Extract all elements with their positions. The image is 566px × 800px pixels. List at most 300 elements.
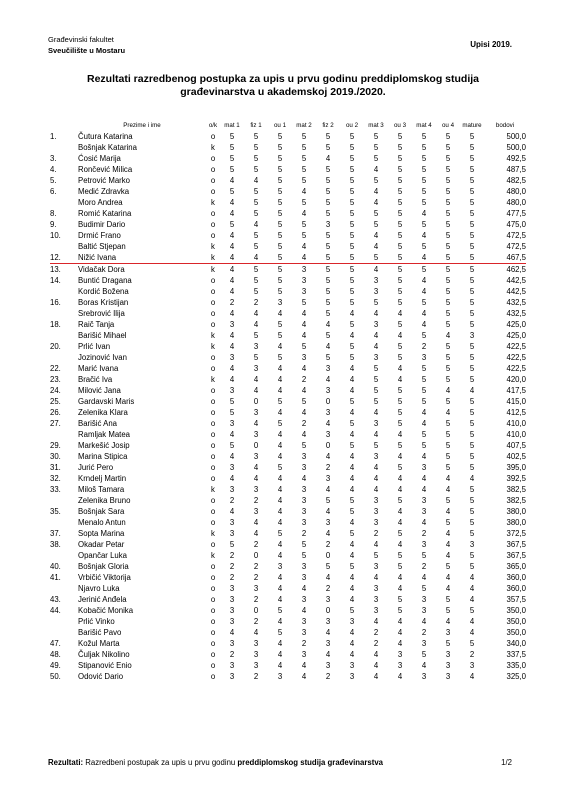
grade-cell: 5 (397, 419, 403, 428)
grade-cell: 4 (445, 573, 451, 582)
column-header: ou 2 (345, 122, 359, 129)
grade-cell: 3 (277, 298, 283, 307)
name-cell: Barišić Ana (78, 419, 118, 428)
grade-cell: 4 (421, 309, 427, 318)
grade-cell: 5 (349, 441, 355, 450)
grade-cell: 4 (325, 485, 331, 494)
name-cell: Miloš Tamara (78, 485, 125, 494)
name-cell: Marić Ivana (78, 364, 119, 373)
name-cell: Buntić Dragana (78, 276, 132, 285)
grade-cell: 5 (229, 143, 235, 152)
grade-cell: 4 (445, 386, 451, 395)
grade-cell: o (210, 672, 216, 681)
grade-cell: 4 (301, 320, 307, 329)
grade-cell: 3 (229, 584, 235, 593)
grade-cell: 3 (373, 507, 379, 516)
grade-cell: 3 (445, 672, 451, 681)
column-header: ou 4 (441, 122, 455, 129)
grade-cell: 5 (253, 165, 259, 174)
grade-cell: 4 (229, 331, 235, 340)
grade-cell: o (210, 518, 216, 527)
name-cell: Vidačak Dora (78, 265, 125, 274)
grade-cell: 4 (445, 485, 451, 494)
grade-cell: 5 (349, 187, 355, 196)
grade-cell: 4 (445, 474, 451, 483)
name-cell: Kordić Božena (78, 287, 129, 296)
rank-cell: 18. (50, 320, 61, 329)
grade-cell: 3 (373, 320, 379, 329)
grade-cell: 4 (277, 496, 283, 505)
grade-cell: 4 (277, 518, 283, 527)
grade-cell: 3 (373, 496, 379, 505)
grade-cell: 4 (349, 386, 355, 395)
grade-cell: 4 (397, 540, 403, 549)
grade-cell: 4 (325, 452, 331, 461)
grade-cell: 5 (397, 165, 403, 174)
grade-cell: 5 (229, 132, 235, 141)
grade-cell: 3 (421, 463, 427, 472)
grade-cell: 5 (325, 265, 331, 274)
grade-cell: 3 (301, 452, 307, 461)
footer-bold-text: preddiplomskog studija građevinarstva (237, 758, 384, 767)
grade-cell: 4 (229, 309, 235, 318)
name-cell: Bošnjak Katarina (78, 143, 137, 152)
grade-cell: 5 (445, 639, 451, 648)
grade-cell: 4 (229, 265, 235, 274)
grade-cell: 4 (421, 320, 427, 329)
grade-cell: 3 (229, 485, 235, 494)
grade-cell: 2 (253, 672, 259, 681)
grade-cell: 2 (229, 562, 235, 571)
grade-cell: o (210, 507, 216, 516)
grade-cell: 3 (229, 672, 235, 681)
rank-cell: 32. (50, 474, 61, 483)
grade-cell: 2 (229, 496, 235, 505)
grade-cell: 0 (253, 606, 259, 615)
table-row (50, 286, 526, 297)
grade-cell: o (210, 353, 216, 362)
grade-cell: 3 (301, 276, 307, 285)
grade-cell: 4 (229, 231, 235, 240)
grade-cell: 5 (277, 331, 283, 340)
grade-cell: 4 (301, 386, 307, 395)
table-row (50, 363, 526, 374)
grade-cell: 5 (421, 242, 427, 251)
grade-cell: 5 (397, 287, 403, 296)
grade-cell: 5 (229, 154, 235, 163)
table-row (50, 616, 526, 627)
grade-cell: 5 (397, 606, 403, 615)
rank-cell (50, 627, 78, 638)
grade-cell: 5 (373, 154, 379, 163)
grade-cell: 5 (469, 507, 475, 516)
grade-cell: k (206, 252, 220, 264)
grade-cell: 4 (349, 628, 355, 637)
grade-cell: 4 (397, 507, 403, 516)
grade-cell: 5 (301, 220, 307, 229)
grade-cell: 5 (397, 320, 403, 329)
grade-cell: 4 (301, 606, 307, 615)
column-header: mat 2 (296, 122, 312, 129)
grade-cell: 3 (469, 661, 475, 670)
grade-cell: 4 (301, 584, 307, 593)
rank-cell: 50. (50, 672, 61, 681)
grade-cell: o (210, 165, 216, 174)
grade-cell: 3 (253, 584, 259, 593)
points-cell: 335,0 (506, 661, 526, 670)
grade-cell: 5 (469, 375, 475, 384)
rank-cell: 8. (50, 209, 57, 218)
grade-cell: 5 (421, 584, 427, 593)
grade-cell: 3 (373, 419, 379, 428)
points-cell: 487,5 (506, 165, 526, 174)
points-cell: 382,5 (506, 496, 526, 505)
title-line-1: Rezultati razredbenog postupka za upis u prvu godinu preddiplomskog studija (86, 73, 480, 85)
grade-cell: 5 (469, 231, 475, 240)
grade-cell: 5 (469, 132, 475, 141)
grade-cell: 3 (301, 617, 307, 626)
grade-cell: 2 (253, 540, 259, 549)
name-cell: Drmić Frano (78, 231, 121, 240)
name-cell: Jurić Pero (78, 463, 114, 472)
table-row (50, 638, 526, 649)
grade-cell: 3 (301, 562, 307, 571)
grade-cell: 3 (229, 320, 235, 329)
grade-cell: 3 (229, 617, 235, 626)
rank-cell: 13. (50, 265, 61, 274)
grade-cell: 4 (277, 661, 283, 670)
grade-cell: 5 (469, 518, 475, 527)
grade-cell: o (210, 661, 216, 670)
grade-cell: o (210, 364, 216, 373)
grade-cell: 4 (421, 452, 427, 461)
grade-cell: 5 (325, 353, 331, 362)
grade-cell: 4 (397, 573, 403, 582)
grade-cell: 3 (421, 353, 427, 362)
grade-cell: 3 (325, 639, 331, 648)
grade-cell: 4 (373, 231, 379, 240)
grade-cell: 3 (325, 408, 331, 417)
grade-cell: 5 (397, 353, 403, 362)
points-cell: 350,0 (506, 628, 526, 637)
grade-cell: 5 (421, 397, 427, 406)
grade-cell: 5 (388, 252, 412, 264)
grade-cell: 5 (253, 143, 259, 152)
grade-cell: 5 (469, 265, 475, 274)
grade-cell: 4 (253, 518, 259, 527)
grade-cell: 0 (325, 441, 331, 450)
grade-cell: 3 (253, 639, 259, 648)
grade-cell: 4 (277, 309, 283, 318)
grade-cell: 4 (229, 198, 235, 207)
grade-cell: 3 (325, 595, 331, 604)
rank-cell (50, 352, 78, 363)
grade-cell: 5 (445, 375, 451, 384)
grade-cell: 5 (373, 220, 379, 229)
footer-text (48, 758, 383, 767)
grade-cell: 5 (229, 408, 235, 417)
grade-cell: 2 (253, 496, 259, 505)
name-cell: Rončević Milica (78, 165, 133, 174)
grade-cell: 4 (373, 187, 379, 196)
grade-cell: 5 (325, 298, 331, 307)
name-cell: Krndelj Martin (78, 474, 127, 483)
rank-cell: 38. (50, 540, 61, 549)
rank-cell: 3. (50, 154, 57, 163)
grade-cell: 5 (277, 176, 283, 185)
table-row (50, 252, 526, 264)
grade-cell: 5 (373, 209, 379, 218)
points-cell: 412,5 (506, 408, 526, 417)
grade-cell: 5 (397, 209, 403, 218)
points-cell: 380,0 (506, 518, 526, 527)
grade-cell: 5 (301, 397, 307, 406)
grade-cell: 2 (301, 529, 307, 538)
grade-cell: 5 (445, 209, 451, 218)
grade-cell: 4 (445, 529, 451, 538)
grade-cell: 3 (277, 672, 283, 681)
grade-cell: 3 (253, 507, 259, 516)
name-cell: Raič Tanja (78, 320, 115, 329)
rank-cell: 40. (50, 562, 61, 571)
grade-cell: 5 (421, 176, 427, 185)
name-cell: Bračić Iva (78, 375, 113, 384)
table-row (50, 660, 526, 671)
grade-cell: 0 (325, 606, 331, 615)
grade-cell: 3 (301, 463, 307, 472)
name-cell: Menalo Antun (78, 518, 126, 527)
grade-cell: 5 (397, 342, 403, 351)
grade-cell: 4 (229, 507, 235, 516)
grade-cell: 5 (397, 154, 403, 163)
grade-cell: 4 (397, 452, 403, 461)
points-cell: 462,5 (506, 265, 526, 274)
grade-cell: 4 (277, 639, 283, 648)
grade-cell: 5 (373, 364, 379, 373)
grade-cell: 4 (397, 617, 403, 626)
grade-cell: 5 (469, 408, 475, 417)
grade-cell: 4 (412, 252, 436, 264)
grade-cell: 5 (253, 287, 259, 296)
enrollment-year-label: Upisi 2019. (470, 40, 512, 49)
grade-cell: 4 (445, 331, 451, 340)
grade-cell: 4 (421, 573, 427, 582)
grade-cell: 5 (253, 265, 259, 274)
grade-cell: 5 (349, 353, 355, 362)
table-row (50, 605, 526, 616)
rank-cell: 35. (50, 507, 61, 516)
grade-cell: 4 (373, 408, 379, 417)
grade-cell: 4 (421, 209, 427, 218)
grade-cell: 5 (349, 287, 355, 296)
grade-cell: 5 (469, 176, 475, 185)
grade-cell: 5 (373, 386, 379, 395)
grade-cell: 5 (445, 187, 451, 196)
name-cell: Okadar Petar (78, 540, 125, 549)
table-row (50, 131, 526, 142)
grade-cell: 5 (349, 176, 355, 185)
points-cell: 420,0 (506, 375, 526, 384)
grade-cell: 5 (445, 154, 451, 163)
grade-cell: 5 (445, 231, 451, 240)
column-header: ou 1 (273, 122, 287, 129)
name-cell: Zelenika Klara (78, 408, 128, 417)
column-header: mat 1 (224, 122, 240, 129)
grade-cell: 4 (229, 176, 235, 185)
column-header: mature (462, 122, 482, 129)
grade-cell: 5 (397, 397, 403, 406)
grade-cell: 5 (421, 441, 427, 450)
grade-cell: 5 (325, 198, 331, 207)
grade-cell: 3 (301, 353, 307, 362)
grade-cell: 5 (277, 242, 283, 251)
grade-cell: 4 (373, 485, 379, 494)
grade-cell: 3 (229, 518, 235, 527)
grade-cell: o (210, 231, 216, 240)
grade-cell: o (210, 298, 216, 307)
grade-cell: 5 (445, 452, 451, 461)
grade-cell: 5 (349, 198, 355, 207)
grade-cell: 5 (253, 187, 259, 196)
grade-cell: 3 (253, 342, 259, 351)
grade-cell: 3 (301, 650, 307, 659)
grade-cell: 0 (325, 551, 331, 560)
grade-cell: 5 (445, 606, 451, 615)
grade-cell: 4 (421, 231, 427, 240)
grade-cell: 3 (229, 419, 235, 428)
grade-cell: 4 (349, 463, 355, 472)
points-cell: 477,5 (506, 209, 526, 218)
grade-cell: 5 (445, 364, 451, 373)
grade-cell: 4 (397, 474, 403, 483)
grade-cell: 2 (373, 639, 379, 648)
grade-cell: 2 (253, 595, 259, 604)
results-table (50, 120, 526, 682)
grade-cell: 4 (373, 573, 379, 582)
grade-cell: 5 (421, 650, 427, 659)
points-cell: 360,0 (506, 573, 526, 582)
column-header: o/k (208, 122, 218, 129)
grade-cell: o (210, 573, 216, 582)
grade-cell: 4 (301, 187, 307, 196)
grade-cell: 4 (277, 584, 283, 593)
grade-cell: 5 (349, 242, 355, 251)
grade-cell: 3 (301, 287, 307, 296)
grade-cell: 5 (301, 441, 307, 450)
grade-cell: o (210, 209, 216, 218)
grade-cell: o (210, 595, 216, 604)
grade-cell: 4 (373, 265, 379, 274)
rank-cell: 48. (50, 650, 61, 659)
grade-cell: 4 (277, 507, 283, 516)
grade-cell: 4 (349, 573, 355, 582)
points-cell: 482,5 (506, 176, 526, 185)
grade-cell: 5 (421, 265, 427, 274)
grade-cell: k (211, 342, 215, 351)
grade-cell: 5 (445, 287, 451, 296)
grade-cell: 3 (325, 386, 331, 395)
points-cell: 467,5 (484, 252, 526, 264)
grade-cell: 5 (277, 276, 283, 285)
grade-cell: 5 (445, 430, 451, 439)
grade-cell: 5 (397, 496, 403, 505)
grade-cell: 5 (469, 287, 475, 296)
grade-cell: 4 (325, 507, 331, 516)
grade-cell: 4 (229, 364, 235, 373)
grade-cell: 5 (340, 252, 364, 264)
grade-cell: 5 (445, 198, 451, 207)
table-row (50, 396, 526, 407)
grade-cell: 5 (301, 165, 307, 174)
table-row (50, 429, 526, 440)
grade-cell: 5 (349, 276, 355, 285)
grade-cell: 5 (397, 220, 403, 229)
grade-cell: 2 (253, 298, 259, 307)
grade-cell: 4 (277, 441, 283, 450)
grade-cell: 5 (325, 562, 331, 571)
rank-cell: 30. (50, 452, 61, 461)
grade-cell: 5 (253, 132, 259, 141)
grade-cell: 4 (277, 540, 283, 549)
grade-cell: 4 (277, 485, 283, 494)
table-row (50, 671, 526, 682)
points-cell: 407,5 (506, 441, 526, 450)
grade-cell: 2 (229, 650, 235, 659)
grade-cell: 0 (253, 551, 259, 560)
grade-cell: o (210, 430, 216, 439)
grade-cell: 4 (421, 474, 427, 483)
table-row (50, 230, 526, 241)
grade-cell: 5 (364, 252, 388, 264)
grade-cell: 5 (373, 441, 379, 450)
grade-cell: 4 (220, 252, 244, 264)
grade-cell: 4 (229, 276, 235, 285)
grade-cell: 5 (301, 551, 307, 560)
grade-cell: 3 (301, 265, 307, 274)
table-row (50, 153, 526, 164)
grade-cell: 2 (301, 375, 307, 384)
grade-cell: 3 (229, 595, 235, 604)
grade-cell: 5 (397, 231, 403, 240)
grade-cell: 5 (349, 143, 355, 152)
points-cell: 480,0 (506, 187, 526, 196)
points-cell: 392,5 (506, 474, 526, 483)
grade-cell: 4 (253, 463, 259, 472)
table-row (50, 142, 526, 153)
rank-cell (50, 142, 78, 153)
grade-cell: 4 (301, 430, 307, 439)
grade-cell: 5 (469, 419, 475, 428)
name-cell: Jerinić Anđela (78, 595, 127, 604)
grade-cell: 5 (397, 298, 403, 307)
grade-cell: 5 (277, 231, 283, 240)
grade-cell: 5 (349, 419, 355, 428)
grade-cell: 5 (421, 364, 427, 373)
grade-cell: 5 (445, 397, 451, 406)
grade-cell: k (211, 242, 215, 251)
grade-cell: 5 (397, 143, 403, 152)
grade-cell: 4 (397, 331, 403, 340)
grade-cell: 4 (277, 408, 283, 417)
rank-cell: 4. (50, 165, 57, 174)
grade-cell: o (210, 617, 216, 626)
grade-cell: 5 (277, 463, 283, 472)
grade-cell: 4 (229, 209, 235, 218)
grade-cell: 2 (253, 617, 259, 626)
grade-cell: 3 (253, 408, 259, 417)
grade-cell: 5 (349, 132, 355, 141)
grade-cell: 3 (373, 584, 379, 593)
